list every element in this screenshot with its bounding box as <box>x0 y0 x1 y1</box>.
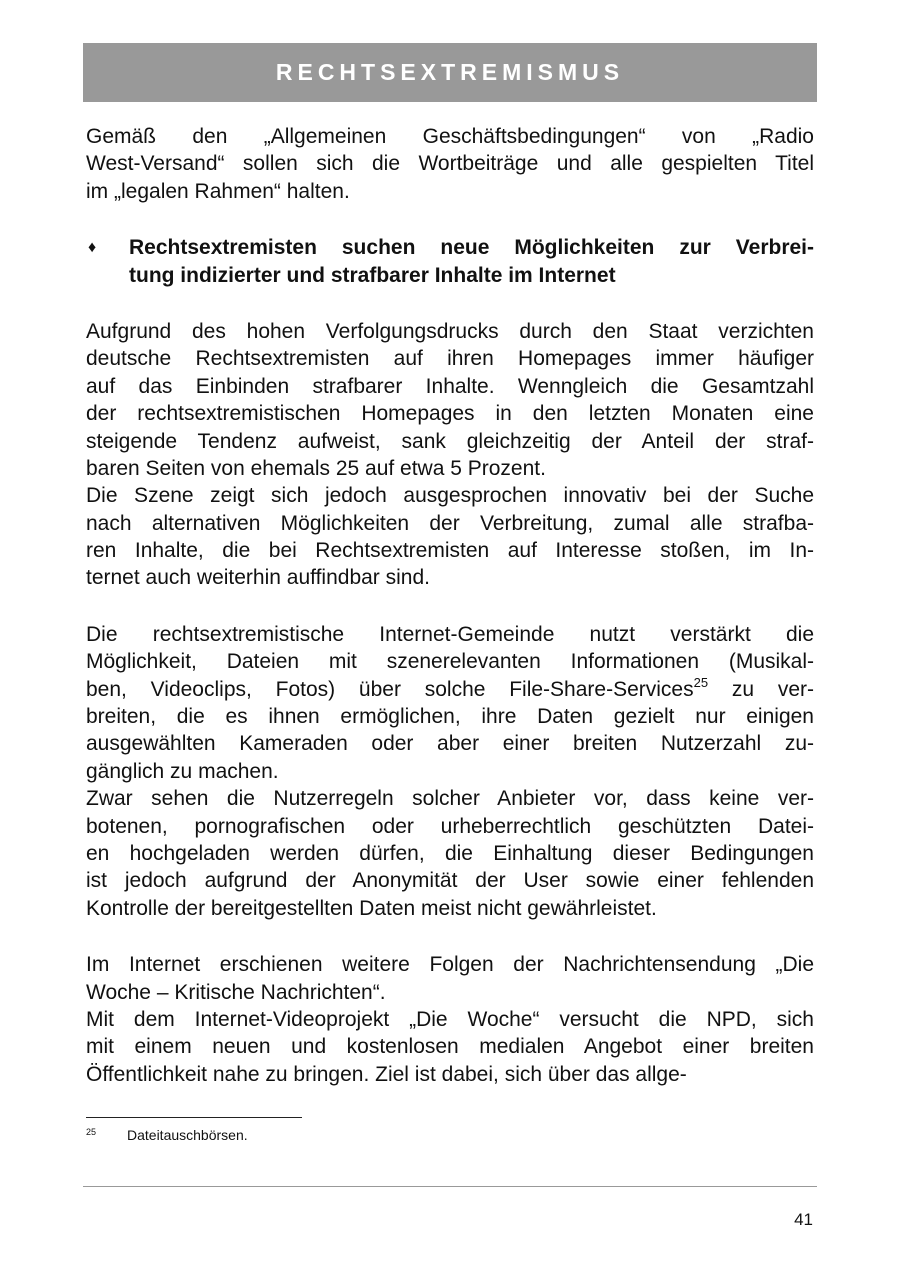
paragraph <box>86 482 814 592</box>
text-line: ren Inhalte, die bei Rechtsextremisten auf Interesse stoßen, im In- <box>86 539 814 563</box>
text-line: Rechtsextremisten suchen neue Möglichkeiten zur Verbrei- <box>129 236 814 260</box>
text-segment: zu ver- <box>708 677 814 701</box>
section-banner <box>83 43 817 102</box>
text-line: steigende Tendenz aufweist, sank gleichzeitig der Anteil der straf- <box>86 429 814 453</box>
text-line: Die rechtsextremistische Internet-Gemeinde nutzt verstärkt die <box>86 622 814 646</box>
text-segment: ben, Videoclips, Fotos) über solche File-Share-Services <box>86 677 694 701</box>
footnote-number: 25 <box>86 1127 97 1137</box>
text-line: Im Internet erschienen weitere Folgen der Nachrichtensendung „Die <box>86 953 814 977</box>
body-text <box>86 123 814 1088</box>
text-line: en hochgeladen werden dürfen, die Einhaltung dieser Bedingungen <box>86 841 814 865</box>
text-line: Zwar sehen die Nutzerregeln solcher Anbieter vor, dass keine ver- <box>86 787 814 811</box>
paragraph <box>86 318 814 482</box>
paragraph-gap <box>86 205 814 234</box>
footnote-reference: 25 <box>693 674 709 690</box>
text-line: Möglichkeit, Dateien mit szenerelevanten Informationen (Musikal- <box>86 650 814 674</box>
page-divider <box>83 1186 817 1187</box>
text-line: auf das Einbinden strafbarer Inhalte. Wenngleich die Gesamtzahl <box>86 374 814 398</box>
section-title: RECHTSEXTREMISMUS <box>275 59 625 85</box>
text-line: ist jedoch aufgrund der Anonymität der User sowie einer fehlenden <box>86 869 814 893</box>
page-number: 41 <box>794 1210 813 1229</box>
section-heading <box>86 234 814 289</box>
footnote <box>86 1127 248 1143</box>
text-line: mit einem neuen und kostenlosen medialen Angebot einer breiten <box>86 1035 814 1059</box>
paragraph <box>86 951 814 1006</box>
text-line: botenen, pornografischen oder urheberrechtlich geschützten Datei- <box>86 814 814 838</box>
footnote-divider <box>86 1117 302 1118</box>
text-line: Aufgrund des hohen Verfolgungsdrucks durch den Staat verzichten <box>86 319 814 343</box>
text-line: deutsche Rechtsextremisten auf ihren Homepages immer häufiger <box>86 347 814 371</box>
text-line: Gemäß den „Allgemeinen Geschäftsbedingungen“ von „Radio <box>86 125 814 148</box>
paragraph <box>86 785 814 922</box>
text-line: Die Szene zeigt sich jedoch ausgesprochen innovativ bei der Suche <box>86 484 814 508</box>
paragraph <box>86 1006 814 1088</box>
text-line: Mit dem Internet-Videoprojekt „Die Woche“ versucht die NPD, sich <box>86 1007 814 1031</box>
paragraph <box>86 621 814 785</box>
text-line: der rechtsextremistischen Homepages in den letzten Monaten eine <box>86 402 814 426</box>
text-line: gänglich zu machen. <box>86 759 279 783</box>
text-line: nach alternativen Möglichkeiten der Verbreitung, zumal alle strafba- <box>86 511 814 535</box>
text-line: tung indizierter und strafbarer Inhalte im Internet <box>129 263 616 287</box>
paragraph-gap <box>86 289 814 318</box>
text-line: Kontrolle der bereitgestellten Daten meist nicht gewährleistet. <box>86 896 657 920</box>
paragraph <box>86 123 814 205</box>
paragraph-gap <box>86 592 814 621</box>
text-line: West-Versand“ sollen sich die Wortbeiträge und alle gespielten Titel <box>86 152 814 176</box>
text-line: ternet auch weiterhin auffindbar sind. <box>86 566 430 590</box>
text-line: Öffentlichkeit nahe zu bringen. Ziel ist dabei, sich über das allge- <box>86 1062 687 1086</box>
text-line: baren Seiten von ehemals 25 auf etwa 5 Prozent. <box>86 456 546 480</box>
footnote-text: Dateitauschbörsen. <box>127 1127 248 1143</box>
paragraph-gap <box>86 922 814 951</box>
text-line <box>86 676 814 703</box>
text-line: im „legalen Rahmen“ halten. <box>86 179 350 203</box>
text-line: Woche – Kritische Nachrichten“. <box>86 980 386 1004</box>
diamond-bullet-icon: ♦ <box>88 239 97 257</box>
text-line: breiten, die es ihnen ermöglichen, ihre Daten gezielt nur einigen <box>86 705 814 729</box>
text-line: ausgewählten Kameraden oder aber einer breiten Nutzerzahl zu- <box>86 732 814 756</box>
